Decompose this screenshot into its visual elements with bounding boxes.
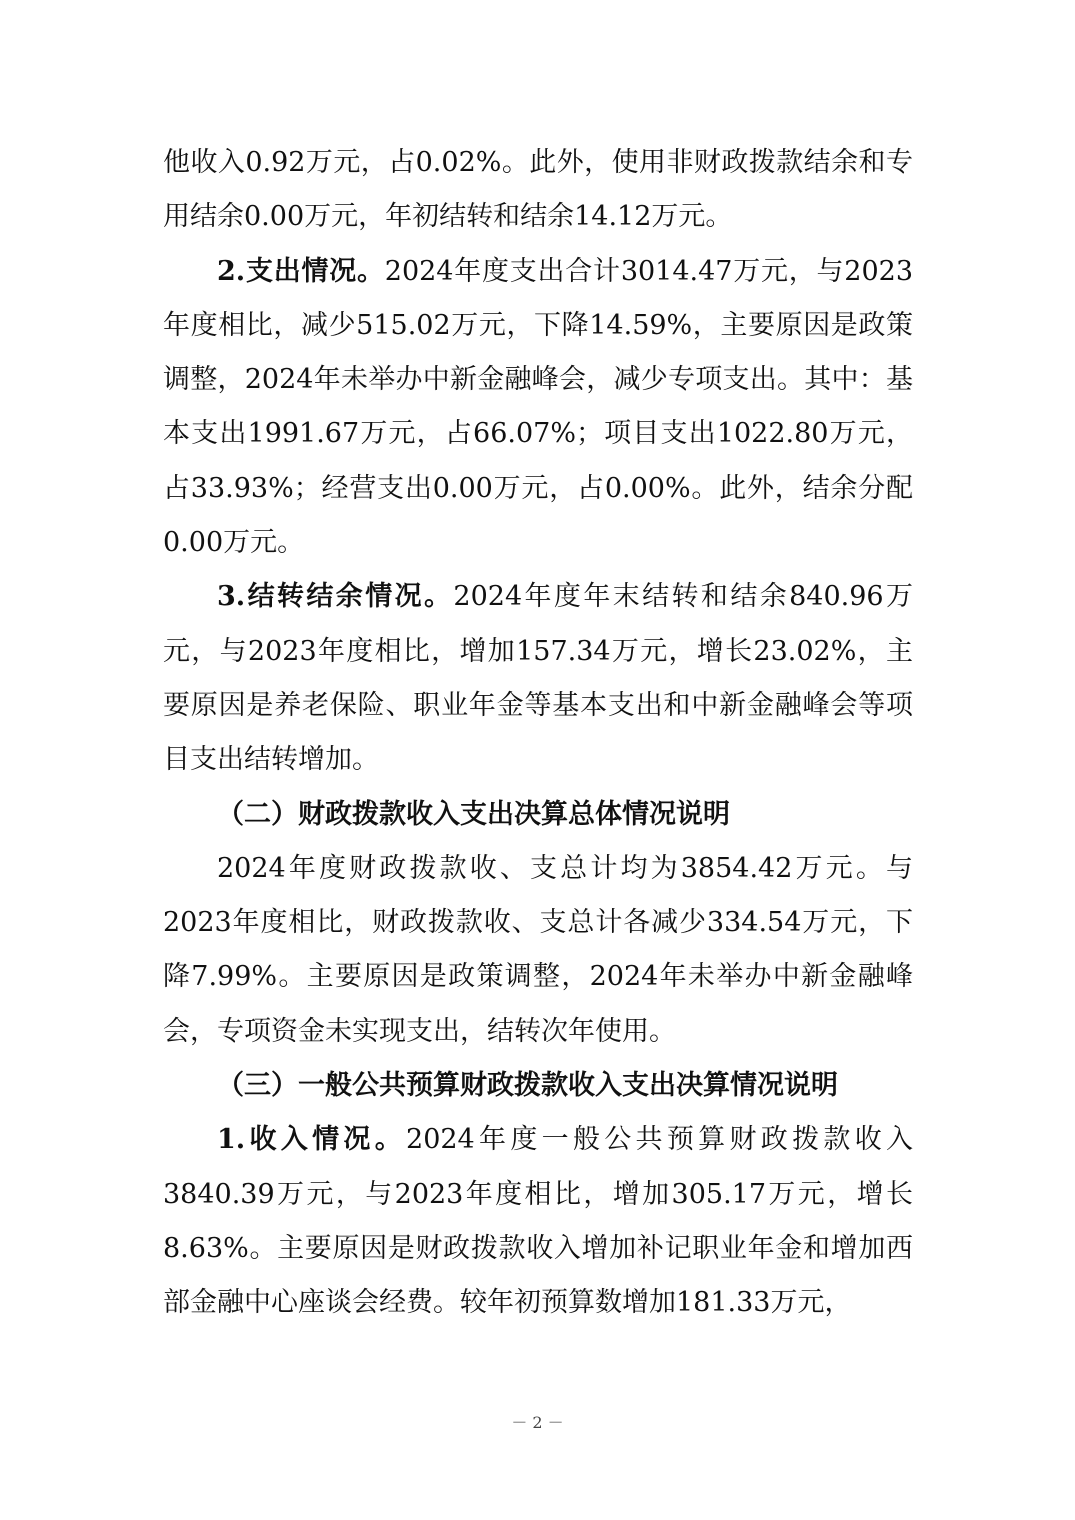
expenditure-body: 2024年度支出合计3014.47万元，与2023年度相比，减少515.02万元，下降14.59%，主要原因是政策调整，2024年未举办中新金融峰会，减少专项支出。其中：基本支出1991.67万元，占66.07%；项目支出1022.80万元，占33.93%；经营支出0.00万元，占0.00%。此外，结余分配0.00万元。 [163,255,913,559]
paragraph-carryover [163,570,913,787]
page-number: － 2 － [511,1413,564,1432]
carryover-lead: 3.结转结余情况。 [217,581,454,613]
income-body: 2024年度一般公共预算财政拨款收入3840.39万元，与2023年度相比，增加305.17万元，增长8.63%。主要原因是财政拨款收入增加补记职业年金和增加西部金融中心座谈会经费。较年初预算数增加181.33万元， [163,1124,913,1319]
document-body [163,136,913,1331]
income-lead: 1.收入情况。 [217,1124,407,1156]
paragraph-general-budget-income [163,1113,913,1330]
section-heading-2: （二）财政拨款收入支出决算总体情况说明 [217,798,730,830]
section-heading-3: （三）一般公共预算财政拨款收入支出决算情况说明 [217,1070,838,1102]
expenditure-lead: 2.支出情况。 [217,255,385,287]
paragraph-fiscal-total: 2024年度财政拨款收、支总计均为3854.42万元。与2023年度相比，财政拨款收、支总计各减少334.54万元，下降7.99%。主要原因是政策调整，2024年未举办中新金融峰会，专项资金未实现支出，结转次年使用。 [163,852,913,1047]
carryover-body: 2024年度年末结转和结余840.96万元，与2023年度相比，增加157.34万元，增长23.02%，主要原因是养老保险、职业年金等基本支出和中新金融峰会等项目支出结转增加。 [163,581,914,776]
paragraph-expenditure [163,245,913,571]
paragraph-income-tail: 他收入0.92万元，占0.02%。此外，使用非财政拨款结余和专用结余0.00万元，年初结转和结余14.12万元。 [163,147,913,233]
